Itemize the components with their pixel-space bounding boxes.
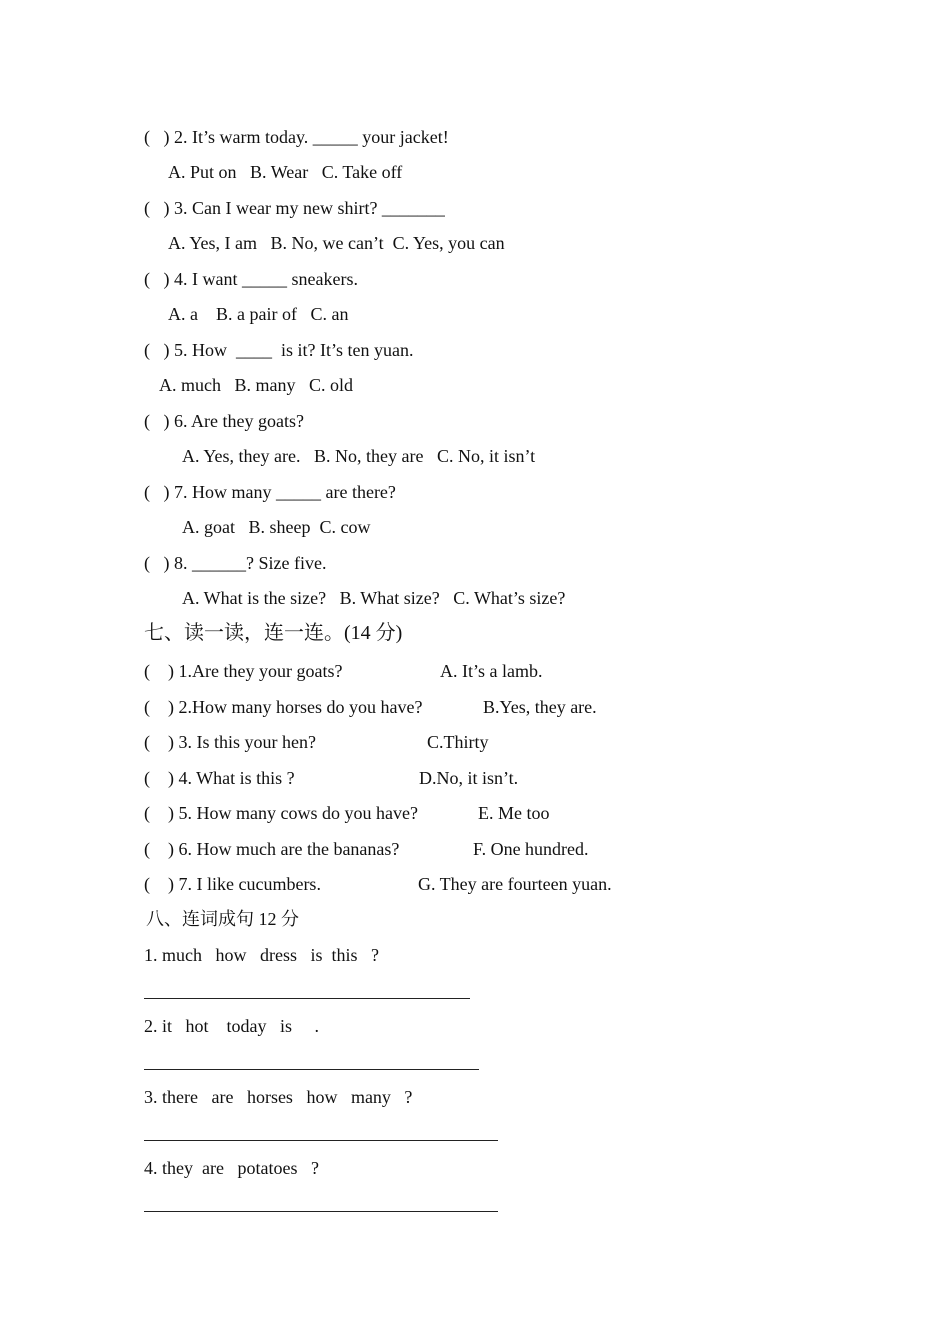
question-8-options: A. What is the size? B. What size? C. What’s size? — [182, 588, 566, 608]
match-row-7-answer: G. They are fourteen yuan. — [418, 874, 612, 894]
question-5: ( ) 5. How ____ is it? It’s ten yuan. — [144, 340, 414, 360]
section-7-heading: 七、读一读，连一连。(14 分) — [144, 622, 403, 644]
sentence-3-answer-line[interactable] — [144, 1140, 498, 1141]
match-row-5-question: ( ) 5. How many cows do you have? — [144, 803, 418, 823]
section-8-heading: 八、连词成句 12 分 — [146, 909, 299, 929]
question-4-options: A. a B. a pair of C. an — [168, 304, 349, 324]
question-8: ( ) 8. ______? Size five. — [144, 553, 327, 573]
sentence-4-answer-line[interactable] — [144, 1211, 498, 1212]
match-row-1-question: ( ) 1.Are they your goats? — [144, 661, 343, 681]
question-2: ( ) 2. It’s warm today. _____ your jacket! — [144, 127, 449, 147]
match-row-3-question: ( ) 3. Is this your hen? — [144, 732, 316, 752]
match-row-1-answer: A. It’s a lamb. — [440, 661, 543, 681]
sentence-1-words: 1. much how dress is this ? — [144, 945, 379, 965]
question-4: ( ) 4. I want _____ sneakers. — [144, 269, 358, 289]
question-7-options: A. goat B. sheep C. cow — [182, 517, 371, 537]
sentence-2-answer-line[interactable] — [144, 1069, 479, 1070]
sentence-1-answer-line[interactable] — [144, 998, 470, 999]
sentence-3-words: 3. there are horses how many ? — [144, 1087, 413, 1107]
match-row-3-answer: C.Thirty — [427, 732, 489, 752]
match-row-6-answer: F. One hundred. — [473, 839, 589, 859]
match-row-5-answer: E. Me too — [478, 803, 550, 823]
match-row-7-question: ( ) 7. I like cucumbers. — [144, 874, 321, 894]
match-row-4-question: ( ) 4. What is this ? — [144, 768, 295, 788]
match-row-4-answer: D.No, it isn’t. — [419, 768, 519, 788]
question-3: ( ) 3. Can I wear my new shirt? _______ — [144, 198, 445, 218]
sentence-4-words: 4. they are potatoes ? — [144, 1158, 319, 1178]
question-6: ( ) 6. Are they goats? — [144, 411, 304, 431]
sentence-2-words: 2. it hot today is . — [144, 1016, 319, 1036]
question-6-options: A. Yes, they are. B. No, they are C. No, it isn’t — [182, 446, 536, 466]
match-row-2-answer: B.Yes, they are. — [483, 697, 597, 717]
question-5-options: A. much B. many C. old — [159, 375, 353, 395]
question-3-options: A. Yes, I am B. No, we can’t C. Yes, you can — [168, 233, 505, 253]
question-7: ( ) 7. How many _____ are there? — [144, 482, 396, 502]
match-row-6-question: ( ) 6. How much are the bananas? — [144, 839, 400, 859]
match-row-2-question: ( ) 2.How many horses do you have? — [144, 697, 423, 717]
question-2-options: A. Put on B. Wear C. Take off — [168, 162, 403, 182]
